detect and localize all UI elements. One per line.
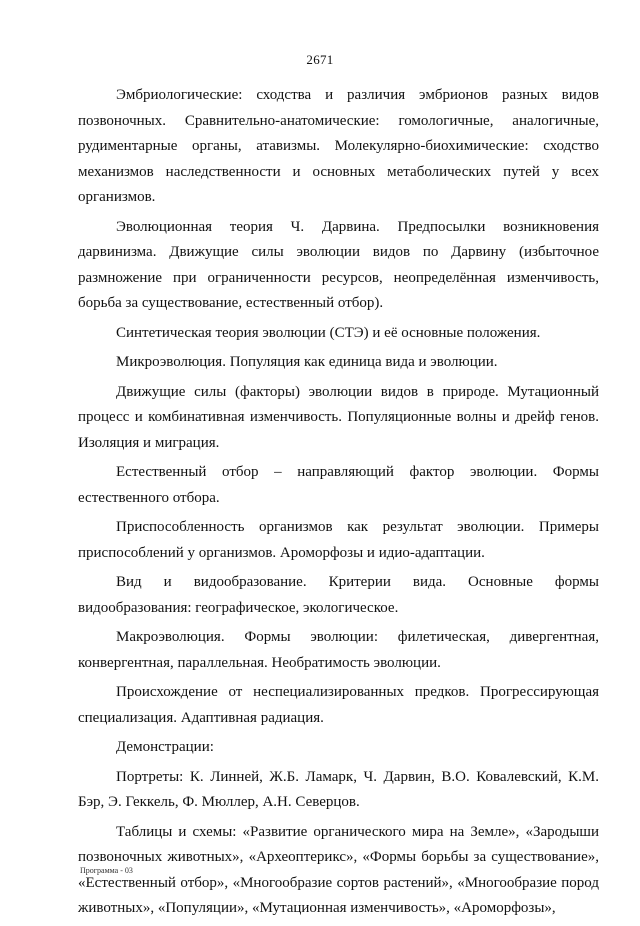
page-number: 2671 [306,52,334,67]
footer-note: Программа - 03 [80,866,133,875]
paragraph-natural-selection: Естественный отбор – направляющий фактор эволюции. Формы естественного отбора. [78,464,599,506]
paragraph-darwin-theory: Эволюционная теория Ч. Дарвина. Предпосылки возникновения дарвинизма. Движущие силы эволюции видов по Дарвину (избыточное размножение при ограниченности ресурсов, неопределённая изменчивость, борьба за существование, естественный отбор). [78,218,599,311]
paragraph-driving-forces: Движущие силы (факторы) эволюции видов в природе. Мутационный процесс и комбинативная изменчивость. Популяционные волны и дрейф генов. Изоляция и миграция. [78,383,599,451]
paragraph-embryology: Эмбриологические: сходства и различия эмбрионов разных видов позвоночных. Сравнительно-анатомические: гомологичные, аналогичные, рудиментарные органы, атавизмы. Молекулярно-биохимические: сходство механизмов наследственности и основных метаболических путей у всех организмов. [78,87,599,205]
paragraph-origin: Происхождение от неспециализированных предков. Прогрессирующая специализация. Адаптивная радиация. [78,684,599,726]
paragraph-microevolution: Микроэволюция. Популяция как единица вида и эволюции. [116,354,498,370]
paragraph-portraits: Портреты: К. Линней, Ж.Б. Ламарк, Ч. Дарвин, В.О. Ковалевский, К.М. Бэр, Э. Геккель, Ф. Мюллер, А.Н. Северцов. [78,768,599,810]
paragraph-tables-schemes: Таблицы и схемы: «Развитие органического мира на Земле», «Зародыши позвоночных животных», «Археоптерикс», «Формы борьбы за существование», «Естественный отбор», «Многообразие сортов растений», «Многообразие пород животных», «Популяции», «Мутационная изменчивость», «Ароморфозы», [78,823,599,916]
paragraph-demonstrations-heading: Демонстрации: [116,739,214,755]
paragraph-macroevolution: Макроэволюция. Формы эволюции: филетическая, дивергентная, конвергентная, параллельная. Необратимость эволюции. [78,629,599,671]
paragraph-speciation: Вид и видообразование. Критерии вида. Основные формы видообразования: географическое, экологическое. [78,574,599,616]
document-body [78,83,599,926]
paragraph-adaptation: Приспособленность организмов как результат эволюции. Примеры приспособлений у организмов. Ароморфозы и идио-адаптации. [78,519,599,561]
paragraph-synthetic-theory: Синтетическая теория эволюции (СТЭ) и её основные положения. [116,324,541,341]
